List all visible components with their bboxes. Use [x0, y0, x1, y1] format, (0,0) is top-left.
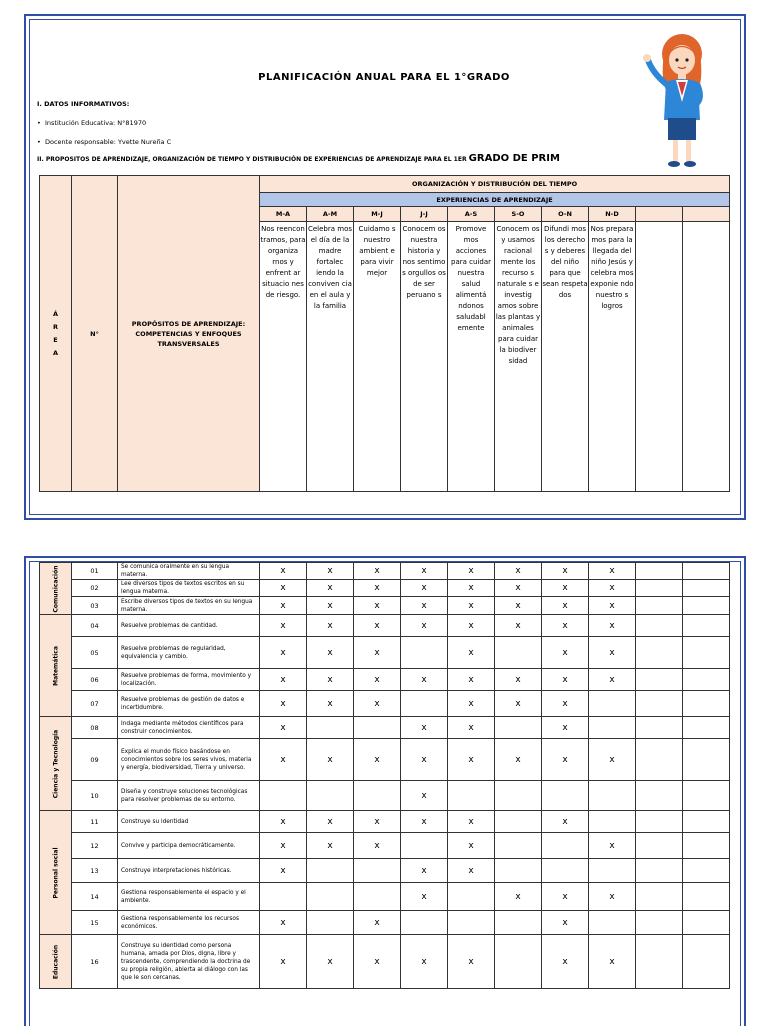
organization-header: ORGANIZACIÓN Y DISTRIBUCIÓN DEL TIEMPO: [260, 176, 730, 193]
mark-cell: x: [589, 833, 636, 859]
month-cell: [636, 207, 683, 222]
mark-cell: x: [354, 691, 401, 717]
competency-number: 11: [72, 811, 118, 833]
experiences-header: EXPERIENCIAS DE APRENDIZAJE: [260, 193, 730, 207]
month-cell: S-O: [495, 207, 542, 222]
section-2-grade: GRADO DE PRIM: [468, 153, 560, 164]
month-cell: N-D: [589, 207, 636, 222]
mark-cell: [636, 833, 683, 859]
mark-cell: x: [542, 597, 589, 615]
mark-cell: x: [354, 811, 401, 833]
mark-cell: x: [495, 615, 542, 637]
experience-cell: Conocem os y usamos racional mente los recurso s naturale s e investig amos sobre las plantas y animales para cuidar la biodiver sidad: [495, 222, 542, 492]
mark-cell: [636, 580, 683, 597]
teacher-text: Docente responsable: Yvette Nureña C: [44, 138, 172, 146]
area-label: Matemática: [52, 645, 59, 686]
competency-text: Resuelve problemas de gestión de datos e incertidumbre.: [118, 691, 260, 717]
competency-grid: [39, 562, 730, 989]
mark-cell: x: [401, 883, 448, 911]
competency-number: 05: [72, 637, 118, 669]
mark-cell: x: [401, 811, 448, 833]
mark-cell: [636, 563, 683, 580]
mark-cell: [448, 883, 495, 911]
mark-cell: x: [448, 691, 495, 717]
mark-cell: [683, 669, 730, 691]
mark-cell: x: [401, 781, 448, 811]
mark-cell: [495, 911, 542, 935]
competency-number: 14: [72, 883, 118, 911]
mark-cell: [589, 911, 636, 935]
mark-cell: [636, 597, 683, 615]
mark-cell: x: [354, 739, 401, 781]
month-cell: O-N: [542, 207, 589, 222]
mark-cell: x: [542, 883, 589, 911]
mark-cell: [448, 781, 495, 811]
mark-cell: [354, 883, 401, 911]
mark-cell: x: [401, 717, 448, 739]
mark-cell: [401, 833, 448, 859]
mark-cell: x: [589, 597, 636, 615]
mark-cell: x: [542, 669, 589, 691]
competency-number: 04: [72, 615, 118, 637]
experience-cell: Celebra mos el día de la madre fortalec iendo la conviven cia en el aula y la familia: [307, 222, 354, 492]
month-cell: A-S: [448, 207, 495, 222]
area-header: Á R E A: [40, 176, 72, 492]
mark-cell: x: [542, 935, 589, 989]
area-label: Ciencia y Tecnología: [52, 729, 59, 798]
mark-cell: x: [495, 563, 542, 580]
mark-cell: x: [542, 615, 589, 637]
table-row: [40, 563, 730, 580]
competency-text: Convive y participa democráticamente.: [118, 833, 260, 859]
mark-cell: [683, 833, 730, 859]
mark-cell: x: [448, 580, 495, 597]
mark-cell: [636, 637, 683, 669]
competency-text: Construye interpretaciones históricas.: [118, 859, 260, 883]
competency-text: Escribe diversos tipos de textos en su lengua materna.: [118, 597, 260, 615]
mark-cell: x: [260, 833, 307, 859]
mark-cell: [636, 911, 683, 935]
mark-cell: x: [589, 669, 636, 691]
mark-cell: x: [354, 911, 401, 935]
mark-cell: x: [448, 597, 495, 615]
competency-text: Resuelve problemas de cantidad.: [118, 615, 260, 637]
area-label-cell: [40, 717, 72, 811]
mark-cell: [354, 859, 401, 883]
mark-cell: x: [495, 691, 542, 717]
mark-cell: [636, 615, 683, 637]
competency-number: 15: [72, 911, 118, 935]
mark-cell: [589, 811, 636, 833]
competency-number: 08: [72, 717, 118, 739]
mark-cell: x: [401, 935, 448, 989]
month-cell: [683, 207, 730, 222]
mark-cell: x: [307, 580, 354, 597]
month-cell: M-J: [354, 207, 401, 222]
mark-cell: x: [307, 691, 354, 717]
mark-cell: [636, 859, 683, 883]
mark-cell: [683, 691, 730, 717]
mark-cell: x: [307, 637, 354, 669]
mark-cell: x: [260, 911, 307, 935]
table-row: [40, 935, 730, 989]
mark-cell: [636, 781, 683, 811]
mark-cell: [683, 563, 730, 580]
mark-cell: x: [401, 563, 448, 580]
competency-text: Resuelve problemas de regularidad, equivalencia y cambio.: [118, 637, 260, 669]
area-label-cell: [40, 563, 72, 615]
table-row: [40, 781, 730, 811]
mark-cell: [683, 615, 730, 637]
mark-cell: [636, 717, 683, 739]
mark-cell: x: [542, 811, 589, 833]
mark-cell: x: [448, 935, 495, 989]
mark-cell: [683, 597, 730, 615]
table-row: [40, 833, 730, 859]
competency-text: Resuelve problemas de forma, movimiento y localización.: [118, 669, 260, 691]
competency-number: 09: [72, 739, 118, 781]
competency-number: 10: [72, 781, 118, 811]
mark-cell: [683, 811, 730, 833]
mark-cell: [683, 637, 730, 669]
mark-cell: x: [401, 739, 448, 781]
mark-cell: x: [448, 669, 495, 691]
teacher-illustration: [642, 32, 714, 170]
competency-text: Diseña y construye soluciones tecnológicas para resolver problemas de su entorno.: [118, 781, 260, 811]
mark-cell: x: [401, 597, 448, 615]
mark-cell: [307, 781, 354, 811]
mark-cell: [495, 811, 542, 833]
mark-cell: x: [260, 615, 307, 637]
mark-cell: [589, 717, 636, 739]
experience-cell: [636, 222, 683, 492]
mark-cell: x: [401, 669, 448, 691]
table-row: [40, 637, 730, 669]
mark-cell: x: [307, 597, 354, 615]
competency-text: Explica el mundo físico basándose en conocimientos sobre los seres vivos, materia y energía, biodiversidad, Tierra y universo.: [118, 739, 260, 781]
mark-cell: x: [448, 637, 495, 669]
mark-cell: [683, 580, 730, 597]
area-label: Personal social: [52, 847, 59, 898]
mark-cell: x: [354, 615, 401, 637]
mark-cell: [307, 911, 354, 935]
mark-cell: x: [307, 935, 354, 989]
mark-cell: x: [260, 669, 307, 691]
mark-cell: x: [448, 615, 495, 637]
mark-cell: [636, 691, 683, 717]
mark-cell: x: [307, 563, 354, 580]
mark-cell: x: [495, 597, 542, 615]
mark-cell: [683, 935, 730, 989]
mark-cell: [307, 883, 354, 911]
area-label: Comunicación: [52, 565, 59, 612]
mark-cell: x: [307, 833, 354, 859]
competency-text: Se comunica oralmente en su lengua materna.: [118, 563, 260, 580]
experience-cell: [683, 222, 730, 492]
mark-cell: [495, 859, 542, 883]
header-table: [39, 175, 730, 492]
mark-cell: x: [495, 739, 542, 781]
table-row: [40, 739, 730, 781]
table-row: [40, 883, 730, 911]
month-cell: M-A: [260, 207, 307, 222]
mark-cell: [636, 935, 683, 989]
table-row: [40, 691, 730, 717]
mark-cell: x: [354, 597, 401, 615]
mark-cell: x: [495, 669, 542, 691]
page-title: PLANIFICACIÓN ANUAL PARA EL 1°GRADO: [258, 72, 510, 83]
mark-cell: x: [542, 691, 589, 717]
table-row: [40, 669, 730, 691]
mark-cell: x: [448, 811, 495, 833]
mark-cell: [542, 781, 589, 811]
mark-cell: [683, 739, 730, 781]
experience-cell: Nos prepara mos para la llegada del niño Jesús y celebra mos exponie ndo nuestro s logros: [589, 222, 636, 492]
mark-cell: [683, 717, 730, 739]
competency-text: Lee diversos tipos de textos escritos en su lengua materna.: [118, 580, 260, 597]
mark-cell: x: [307, 811, 354, 833]
competency-number: 06: [72, 669, 118, 691]
section-1-heading: I. DATOS INFORMATIVOS:: [37, 100, 130, 108]
competency-number: 16: [72, 935, 118, 989]
mark-cell: x: [354, 563, 401, 580]
mark-cell: [683, 883, 730, 911]
table-row: [40, 597, 730, 615]
mark-cell: x: [448, 739, 495, 781]
mark-cell: x: [260, 637, 307, 669]
area-label: Educación: [52, 944, 59, 979]
experience-cell: Cuidamo s nuestro ambient e para vivir mejor: [354, 222, 401, 492]
experience-cell: Nos reencon tramos, para organiza rnos y enfrent ar situacio nes de riesgo.: [260, 222, 307, 492]
mark-cell: x: [448, 563, 495, 580]
mark-cell: x: [260, 811, 307, 833]
mark-cell: x: [542, 911, 589, 935]
mark-cell: [636, 739, 683, 781]
table-row: [40, 811, 730, 833]
area-label-cell: [40, 811, 72, 935]
mark-cell: x: [542, 637, 589, 669]
mark-cell: [401, 691, 448, 717]
table-row: [40, 859, 730, 883]
mark-cell: [542, 859, 589, 883]
competency-text: Construye su identidad: [118, 811, 260, 833]
competency-text: Gestiona responsablemente los recursos económicos.: [118, 911, 260, 935]
table-row: [40, 911, 730, 935]
mark-cell: [495, 637, 542, 669]
mark-cell: x: [354, 637, 401, 669]
mark-cell: x: [307, 739, 354, 781]
institution-line: • Institución Educativa: N°81970: [37, 119, 147, 127]
mark-cell: [260, 883, 307, 911]
experience-cell: Difundi mos los derecho s y deberes del niño para que sean respeta dos: [542, 222, 589, 492]
experience-cell: Conocem os nuestra historia y nos sentimo s orgullos os de ser peruano s: [401, 222, 448, 492]
competency-text: Construye su identidad como persona humana, amada por Dios, digna, libre y trascendente, comprendiendo la doctrina de su propia religión, abierta al diálogo con las que le son cercanas.: [118, 935, 260, 989]
mark-cell: x: [401, 580, 448, 597]
experience-cell: Promove mos acciones para cuidar nuestra salud alimentá ndonos saludabl emente: [448, 222, 495, 492]
mark-cell: x: [260, 935, 307, 989]
mark-cell: [307, 717, 354, 739]
mark-cell: [589, 781, 636, 811]
mark-cell: x: [542, 563, 589, 580]
mark-cell: [354, 781, 401, 811]
mark-cell: [683, 911, 730, 935]
month-cell: J-J: [401, 207, 448, 222]
competency-text: Indaga mediante métodos científicos para construir conocimientos.: [118, 717, 260, 739]
competency-number: 01: [72, 563, 118, 580]
mark-cell: x: [260, 859, 307, 883]
area-label-cell: [40, 615, 72, 717]
mark-cell: [495, 781, 542, 811]
mark-cell: x: [589, 935, 636, 989]
mark-cell: x: [448, 859, 495, 883]
table-row: [40, 615, 730, 637]
mark-cell: [354, 717, 401, 739]
section-2-text: II. PROPOSITOS DE APRENDIZAJE, ORGANIZACIÓN DE TIEMPO Y DISTRIBUCIÓN DE EXPERIENCIAS DE APRENDIZAJE PARA EL 1ER: [37, 156, 467, 163]
competency-number: 02: [72, 580, 118, 597]
mark-cell: x: [448, 833, 495, 859]
mark-cell: [448, 911, 495, 935]
mark-cell: [589, 691, 636, 717]
mark-cell: x: [495, 883, 542, 911]
mark-cell: [683, 859, 730, 883]
competency-number: 13: [72, 859, 118, 883]
mark-cell: x: [260, 717, 307, 739]
institution-text: Institución Educativa: N°81970: [44, 119, 147, 127]
mark-cell: [683, 781, 730, 811]
mark-cell: [260, 781, 307, 811]
mark-cell: [542, 833, 589, 859]
mark-cell: x: [401, 859, 448, 883]
mark-cell: x: [589, 615, 636, 637]
mark-cell: x: [542, 717, 589, 739]
mark-cell: x: [589, 563, 636, 580]
mark-cell: x: [354, 669, 401, 691]
number-header: N°: [72, 176, 118, 492]
mark-cell: x: [307, 669, 354, 691]
competency-number: 12: [72, 833, 118, 859]
competency-number: 03: [72, 597, 118, 615]
mark-cell: x: [542, 580, 589, 597]
mark-cell: x: [260, 691, 307, 717]
mark-cell: x: [260, 739, 307, 781]
mark-cell: x: [354, 580, 401, 597]
mark-cell: [307, 859, 354, 883]
section-2-heading: [37, 153, 560, 164]
purposes-header: PROPÓSITOS DE APRENDIZAJE: COMPETENCIAS Y ENFOQUES TRANSVERSALES: [118, 176, 260, 492]
mark-cell: x: [589, 739, 636, 781]
teacher-line: • Docente responsable: Yvette Nureña C: [37, 138, 172, 146]
mark-cell: [589, 859, 636, 883]
area-label-cell: [40, 935, 72, 989]
mark-cell: x: [589, 580, 636, 597]
mark-cell: [495, 833, 542, 859]
mark-cell: x: [260, 580, 307, 597]
competency-number: 07: [72, 691, 118, 717]
mark-cell: [636, 669, 683, 691]
mark-cell: x: [589, 883, 636, 911]
mark-cell: x: [354, 935, 401, 989]
mark-cell: x: [260, 597, 307, 615]
month-cell: A-M: [307, 207, 354, 222]
competency-text: Gestiona responsablemente el espacio y el ambiente.: [118, 883, 260, 911]
table-row: [40, 580, 730, 597]
mark-cell: x: [307, 615, 354, 637]
table-row: [40, 717, 730, 739]
mark-cell: [636, 883, 683, 911]
mark-cell: x: [542, 739, 589, 781]
mark-cell: [495, 717, 542, 739]
mark-cell: x: [260, 563, 307, 580]
mark-cell: x: [448, 717, 495, 739]
mark-cell: x: [401, 615, 448, 637]
mark-cell: [401, 911, 448, 935]
mark-cell: x: [354, 833, 401, 859]
mark-cell: [636, 811, 683, 833]
mark-cell: x: [589, 637, 636, 669]
mark-cell: x: [495, 580, 542, 597]
mark-cell: [495, 935, 542, 989]
mark-cell: [401, 637, 448, 669]
